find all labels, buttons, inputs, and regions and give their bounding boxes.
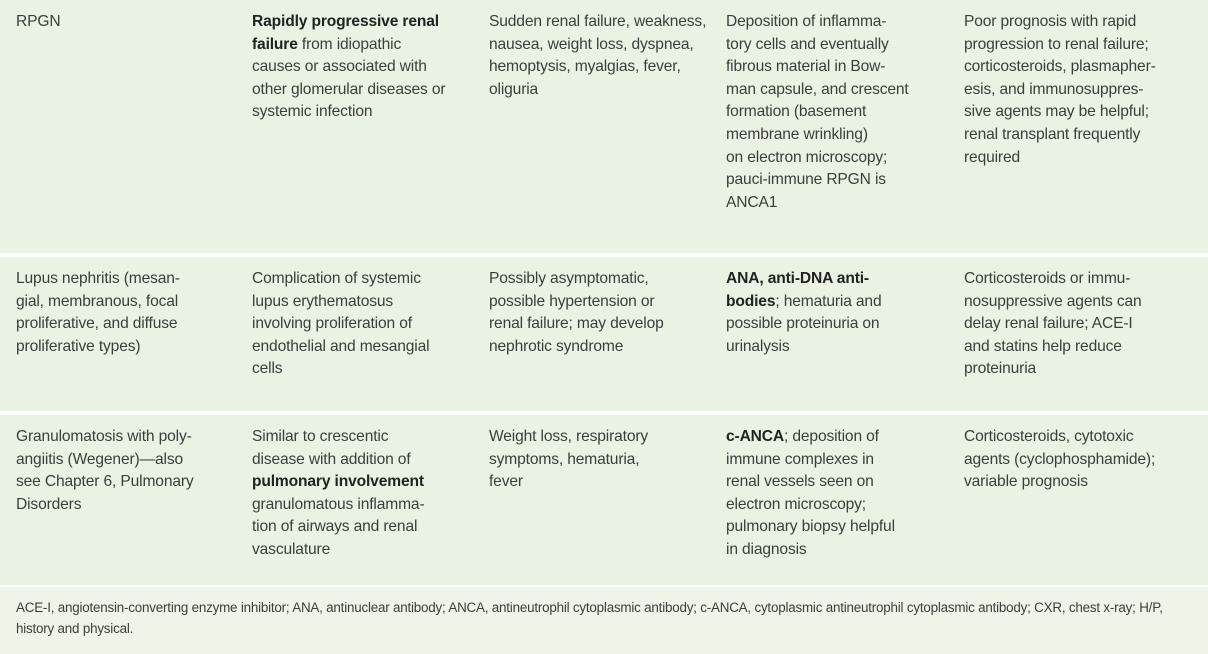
cause-text: from idiopathic causes or associated with other glomerular diseases or systemic infection [252,35,446,121]
cause-cell [252,268,472,381]
cause-text: granulomatous inflamma- tion of airways and renal vasculature [252,495,425,558]
symptoms-cell: Possibly asymptomatic, possible hypertension or renal failure; may develop nephrotic syndrome [489,270,664,355]
table-row [0,415,1208,585]
findings-text: ; deposition of immune complexes in renal vessels seen on electron microscopy; pulmonary biopsy helpful in diagnosis [726,428,895,558]
table-footnote [0,585,1208,654]
table-row [0,257,1208,413]
findings-cell [726,426,951,562]
cause-bold: Rapidly progressive renal failure [252,13,439,53]
table-row [0,0,1208,255]
findings-cell [726,11,951,214]
treatment-cell: Corticosteroids, cytotoxic agents (cyclophosphamide); variable prognosis [964,428,1156,491]
cause-text: Complication of systemic lupus erythematosus involving proliferation of endothelial and mesangial cells [252,270,430,378]
cause-text-pre: Similar to crescentic disease with addition of [252,428,411,468]
disease-name: RPGN [16,13,61,30]
cause-cell [252,426,472,562]
symptoms-cell: Sudden renal failure, weakness, nausea, weight loss, dyspnea, hemoptysis, myalgias, fever, oliguria [489,13,707,98]
treatment-cell: Poor prognosis with rapid progression to renal failure; corticosteroids, plasmapher- esis, and immunosuppres- sive agents may be helpful; renal transplant frequently required [964,13,1156,166]
disease-name: Lupus nephritis (mesan- gial, membranous, focal proliferative, and diffuse proliferative types) [16,270,180,355]
findings-text: Deposition of inflamma- tory cells and eventually fibrous material in Bow- man capsule, and crescent formation (basement membrane wrinkling) on electron microscopy; pauci-immune RPGN is ANCA1 [726,13,909,211]
cause-bold: pulmonary involvement [252,473,424,491]
findings-cell [726,268,951,358]
findings-bold: c-ANCA [726,428,785,445]
findings-text: ; hematuria and possible proteinuria on urinalysis [726,292,882,355]
footnote-text: ACE-I, angiotensin-converting enzyme inhibitor; ANA, antinuclear antibody; ANCA, antineutrophil cytoplasmic antibody; c-ANCA, cytoplasmic antineutrophil cytoplasmic antibody; CXR, chest x-ray; H/P, history and physical. [16,600,1163,636]
treatment-cell: Corticosteroids or immu- nosuppressive agents can delay renal failure; ACE-I and statins help reduce proteinuria [964,270,1142,378]
cause-cell [252,11,452,124]
disease-name: Granulomatosis with poly- angiitis (Wegener)—also see Chapter 6, Pulmonary Disorders [16,428,194,513]
findings-bold: ANA, anti-DNA anti- bodies [726,270,869,310]
symptoms-cell: Weight loss, respiratory symptoms, hematuria, fever [489,428,649,491]
